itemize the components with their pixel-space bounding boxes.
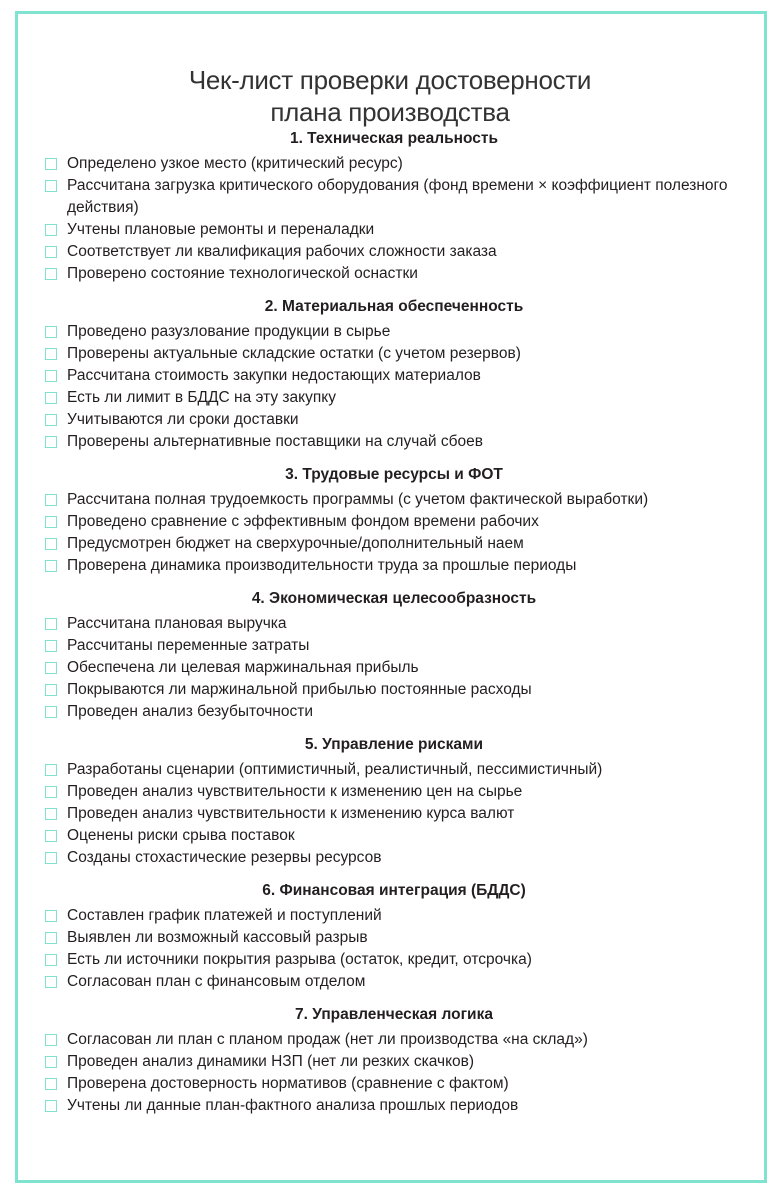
checklist-item[interactable] (44, 1051, 764, 1073)
checkbox-icon[interactable] (45, 954, 57, 966)
checkbox-icon[interactable] (45, 370, 57, 382)
checklist-item[interactable] (44, 365, 764, 387)
checklist-item-label: Проверена динамика производительности труда за прошлые периоды (67, 557, 577, 574)
checklist-item-label: Проверены альтернативные поставщики на случай сбоев (67, 433, 483, 450)
checkbox-icon[interactable] (45, 852, 57, 864)
checklist-item-label: Есть ли лимит в БДДС на эту закупку (67, 389, 336, 406)
checklist-section (44, 880, 764, 993)
checkbox-icon[interactable] (45, 910, 57, 922)
checklist-item-label: Проведен анализ чувствительности к изменению цен на сырье (67, 783, 523, 800)
checklist-item[interactable] (44, 175, 764, 219)
checkbox-icon[interactable] (45, 180, 57, 192)
checklist-item-label: Согласован план с финансовым отделом (67, 973, 366, 990)
checkbox-icon[interactable] (45, 560, 57, 572)
checklist-item-label: Учтены плановые ремонты и переналадки (67, 221, 375, 238)
checklist-item-label: Рассчитана полная трудоемкость программы (с учетом фактической выработки) (67, 491, 649, 508)
checklist-item[interactable] (44, 971, 764, 993)
checklist-item[interactable] (44, 153, 764, 175)
checklist-item[interactable] (44, 825, 764, 847)
checklist-item[interactable] (44, 701, 764, 723)
checklist-item-label: Рассчитана загрузка критического оборудования (фонд времени × коэффициент полезного действия) (67, 177, 728, 216)
checklist-item[interactable] (44, 803, 764, 825)
checklist-item[interactable] (44, 343, 764, 365)
checklist (44, 124, 764, 1128)
checklist-item[interactable] (44, 1095, 764, 1117)
checklist-item[interactable] (44, 321, 764, 343)
checklist-item[interactable] (44, 759, 764, 781)
checkbox-icon[interactable] (45, 348, 57, 360)
checkbox-icon[interactable] (45, 976, 57, 988)
checklist-item-label: Проведено сравнение с эффективным фондом времени рабочих (67, 513, 539, 530)
checklist-item-label: Созданы стохастические резервы ресурсов (67, 849, 382, 866)
checklist-item-label: Учтены ли данные план-фактного анализа прошлых периодов (67, 1097, 519, 1114)
checklist-item[interactable] (44, 847, 764, 869)
section-heading: 3. Трудовые ресурсы и ФОТ (285, 466, 503, 483)
section-heading: 1. Техническая реальность (289, 130, 499, 147)
checklist-item[interactable] (44, 635, 764, 657)
checklist-item-label: Разработаны сценарии (оптимистичный, реалистичный, пессимистичный) (67, 761, 603, 778)
checklist-item[interactable] (44, 613, 764, 635)
section-heading: 6. Финансовая интеграция (БДДС) (262, 882, 526, 899)
section-heading: 7. Управленческая логика (295, 1006, 493, 1023)
checklist-item-label: Рассчитаны переменные затраты (67, 637, 310, 654)
checklist-item-label: Учитываются ли сроки доставки (67, 411, 299, 428)
checkbox-icon[interactable] (45, 436, 57, 448)
checklist-item[interactable] (44, 511, 764, 533)
checkbox-icon[interactable] (45, 764, 57, 776)
section-heading: 4. Экономическая целесообразность (251, 590, 537, 607)
checkbox-icon[interactable] (45, 706, 57, 718)
checklist-item-label: Проведен анализ чувствительности к изменению курса валют (67, 805, 515, 822)
checklist-item-label: Проверено состояние технологической оснастки (67, 265, 418, 282)
checkbox-icon[interactable] (45, 326, 57, 338)
checklist-item-label: Проверены актуальные складские остатки (с учетом резервов) (67, 345, 521, 362)
checkbox-icon[interactable] (45, 392, 57, 404)
checklist-section (44, 296, 764, 453)
checklist-item-label: Согласован ли план с планом продаж (нет ли производства «на склад») (67, 1031, 588, 1048)
checkbox-icon[interactable] (45, 494, 57, 506)
checkbox-icon[interactable] (45, 516, 57, 528)
checklist-item-label: Оценены риски срыва поставок (67, 827, 295, 844)
checklist-item-label: Предусмотрен бюджет на сверхурочные/дополнительный наем (67, 535, 524, 552)
checkbox-icon[interactable] (45, 830, 57, 842)
checklist-item[interactable] (44, 489, 764, 511)
checklist-item[interactable] (44, 1073, 764, 1095)
checklist-item-label: Проведен анализ динамики НЗП (нет ли резких скачков) (67, 1053, 475, 1070)
checkbox-icon[interactable] (45, 1034, 57, 1046)
title-line-1: Чек-лист проверки достоверности (188, 65, 592, 95)
checklist-item[interactable] (44, 555, 764, 577)
page-title (0, 64, 780, 128)
checkbox-icon[interactable] (45, 684, 57, 696)
checkbox-icon[interactable] (45, 640, 57, 652)
checkbox-icon[interactable] (45, 662, 57, 674)
checkbox-icon[interactable] (45, 618, 57, 630)
checklist-item-label: Проверена достоверность нормативов (сравнение с фактом) (67, 1075, 509, 1092)
checkbox-icon[interactable] (45, 414, 57, 426)
checklist-item[interactable] (44, 1029, 764, 1051)
checklist-item-label: Составлен график платежей и поступлений (67, 907, 382, 924)
section-heading: 2. Материальная обеспеченность (264, 298, 524, 315)
checklist-item-label: Проведен анализ безубыточности (67, 703, 313, 720)
checkbox-icon[interactable] (45, 158, 57, 170)
checkbox-icon[interactable] (45, 538, 57, 550)
checkbox-icon[interactable] (45, 246, 57, 258)
checklist-item-label: Рассчитана стоимость закупки недостающих материалов (67, 367, 481, 384)
checklist-item[interactable] (44, 949, 764, 971)
checklist-item[interactable] (44, 657, 764, 679)
checklist-item-label: Рассчитана плановая выручка (67, 615, 287, 632)
title-line-2: плана производства (270, 97, 510, 127)
checkbox-icon[interactable] (45, 932, 57, 944)
checklist-section (44, 588, 764, 723)
section-heading: 5. Управление рисками (304, 736, 484, 753)
checkbox-icon[interactable] (45, 1056, 57, 1068)
checklist-item[interactable] (44, 781, 764, 803)
checklist-item-label: Проведено разузлование продукции в сырье (67, 323, 391, 340)
checklist-section (44, 464, 764, 577)
checklist-section (44, 1004, 764, 1117)
checklist-item-label: Есть ли источники покрытия разрыва (остаток, кредит, отсрочка) (67, 951, 532, 968)
checklist-item-label: Выявлен ли возможный кассовый разрыв (67, 929, 368, 946)
checklist-item[interactable] (44, 679, 764, 701)
checklist-item-label: Обеспечена ли целевая маржинальная прибыль (67, 659, 419, 676)
checklist-item[interactable] (44, 409, 764, 431)
checklist-item-label: Определено узкое место (критический ресурс) (67, 155, 403, 172)
checkbox-icon[interactable] (45, 808, 57, 820)
checklist-item[interactable] (44, 263, 764, 285)
checklist-section (44, 128, 764, 285)
checklist-item[interactable] (44, 219, 764, 241)
checklist-item[interactable] (44, 431, 764, 453)
checkbox-icon[interactable] (45, 224, 57, 236)
checkbox-icon[interactable] (45, 1078, 57, 1090)
checklist-item[interactable] (44, 387, 764, 409)
checkbox-icon[interactable] (45, 1100, 57, 1112)
checklist-item[interactable] (44, 905, 764, 927)
checklist-item[interactable] (44, 927, 764, 949)
checklist-section (44, 734, 764, 869)
checklist-item[interactable] (44, 533, 764, 555)
checkbox-icon[interactable] (45, 268, 57, 280)
checklist-item-label: Соответствует ли квалификация рабочих сложности заказа (67, 243, 497, 260)
checklist-item[interactable] (44, 241, 764, 263)
checkbox-icon[interactable] (45, 786, 57, 798)
checklist-item-label: Покрываются ли маржинальной прибылью постоянные расходы (67, 681, 532, 698)
